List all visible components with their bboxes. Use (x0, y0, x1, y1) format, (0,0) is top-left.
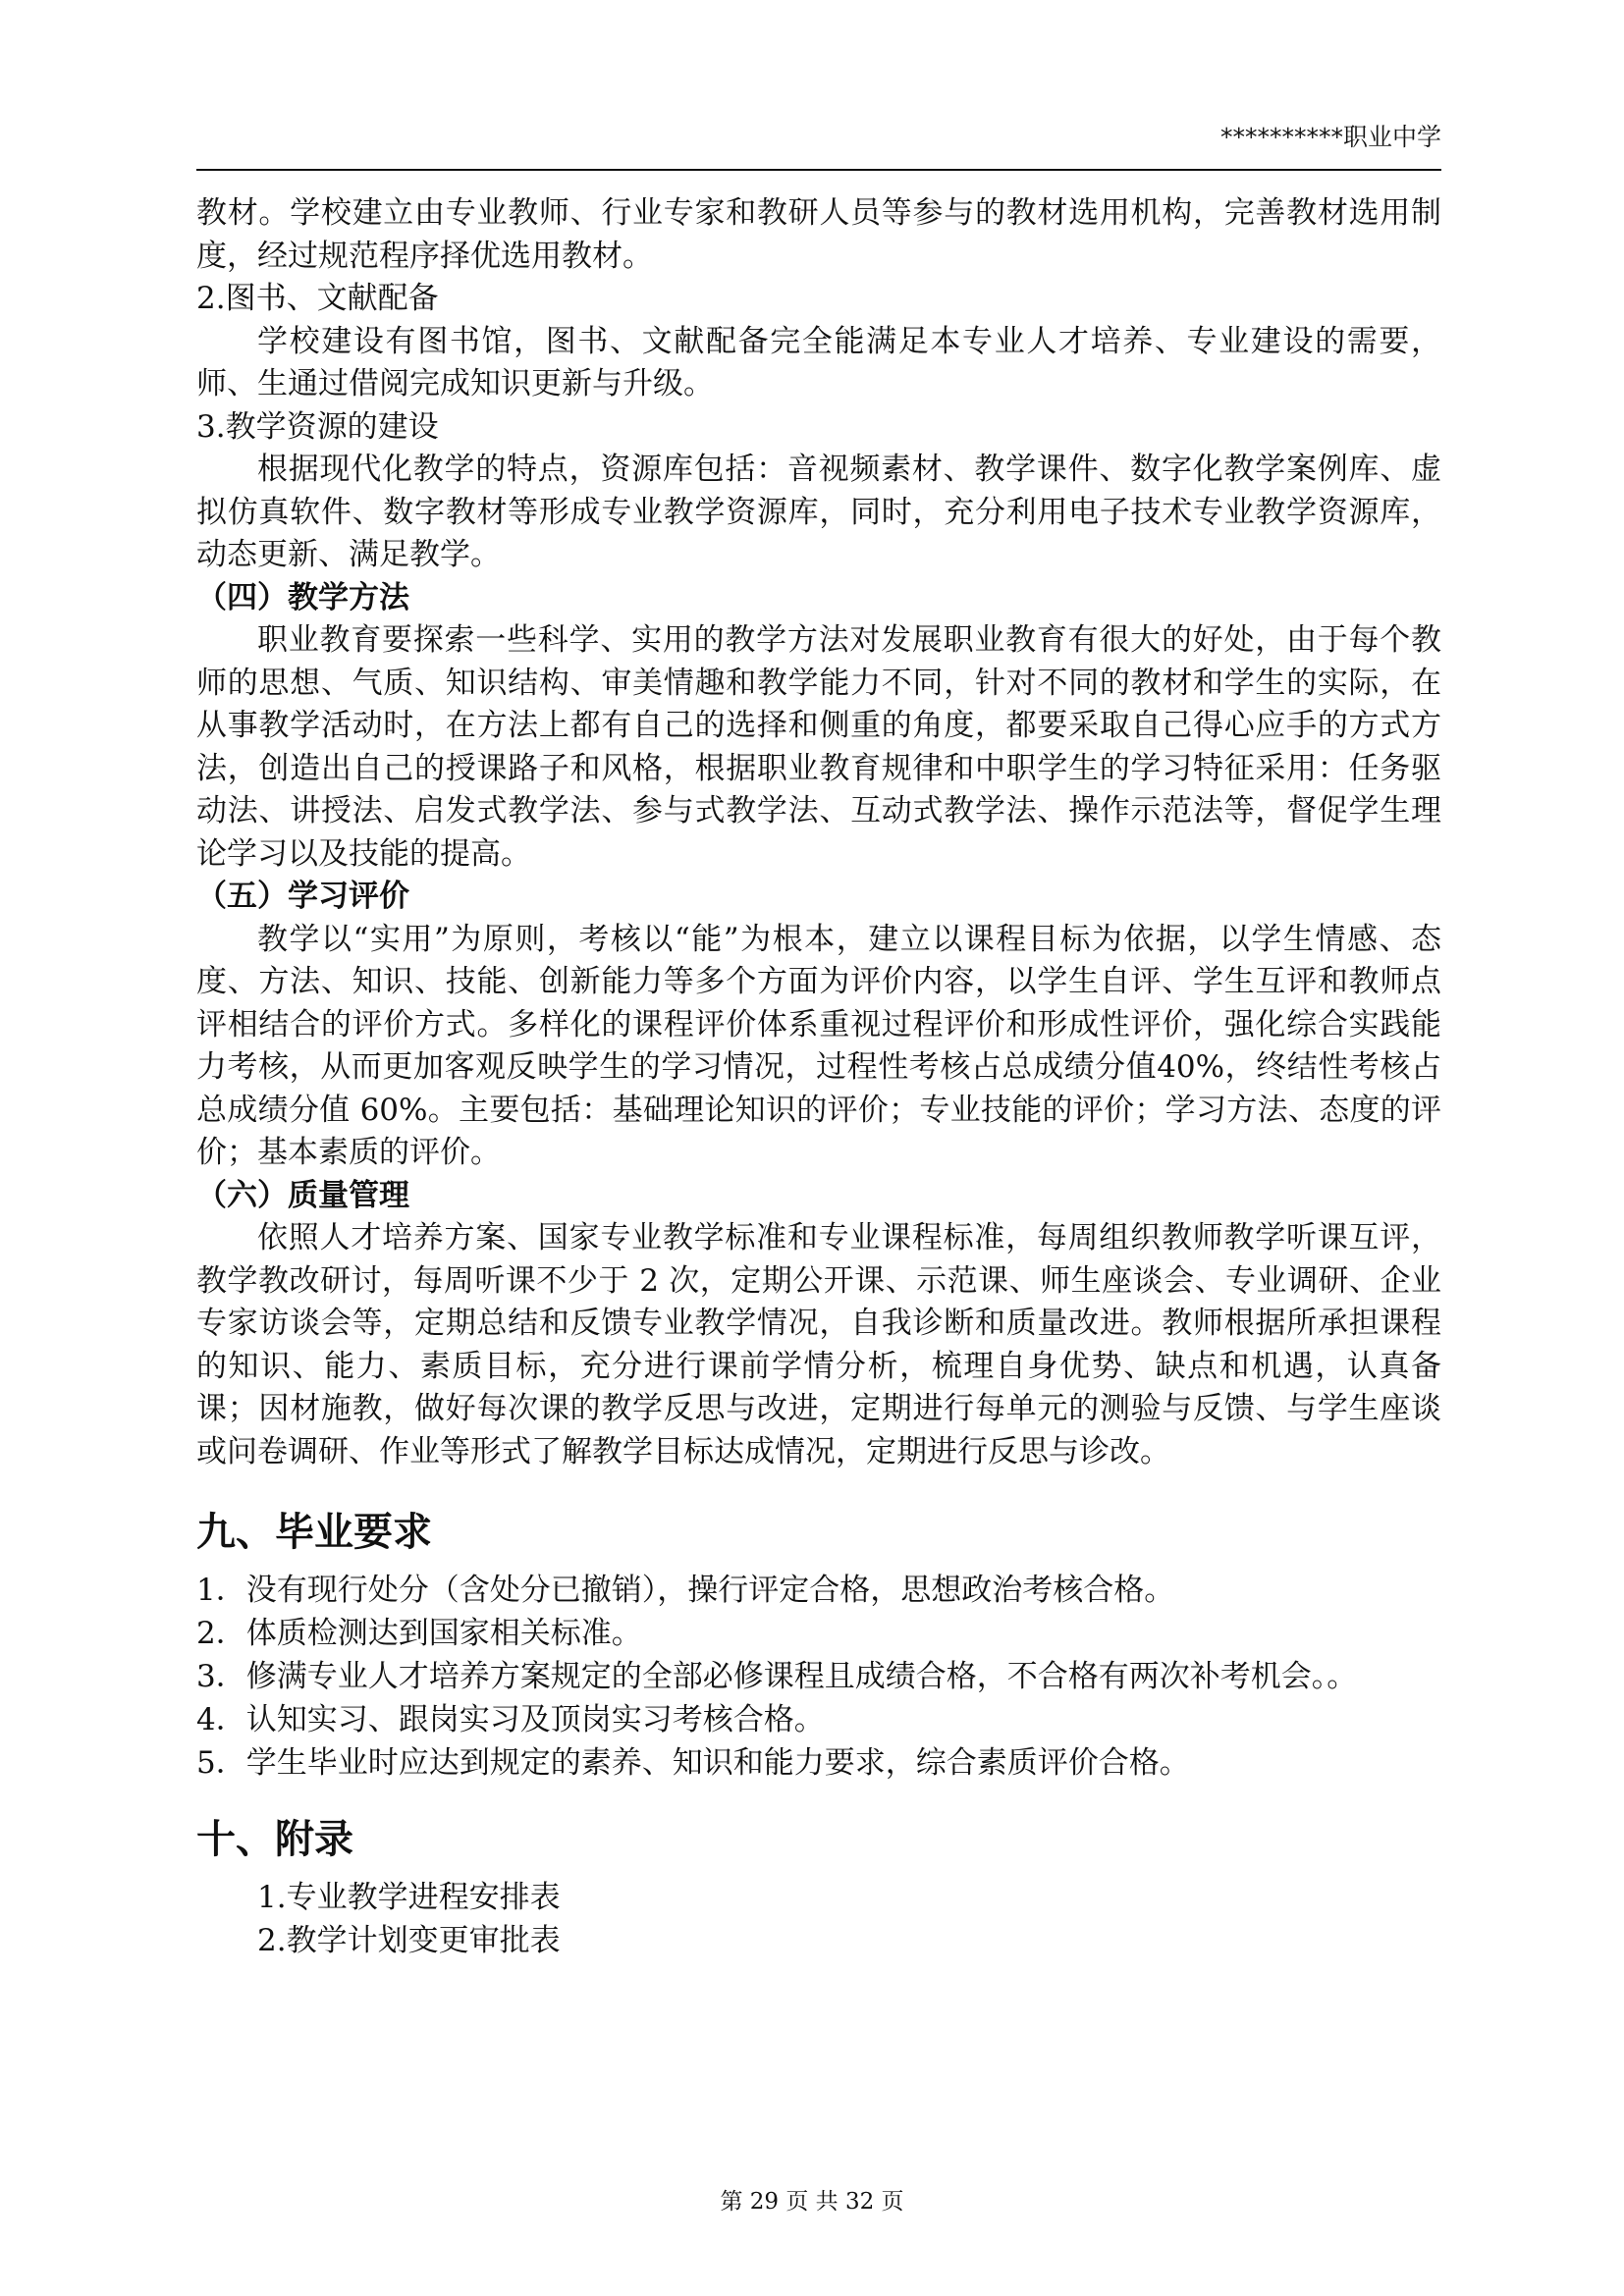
chapter-title-graduation: 九、毕业要求 (196, 1510, 432, 1555)
header-school-name: **********职业中学 (1219, 123, 1441, 151)
section-title-teaching-methods: （四）教学方法 (196, 579, 409, 615)
paragraph-books: 学校建设有图书馆，图书、文献配备完全能满足本专业人才培养、专业建设的需要，师、生通过借阅完成知识更新与升级。 (196, 323, 1441, 401)
continued-paragraph: 教材。学校建立由专业教师、行业专家和教研人员等参与的教材选用机构，完善教材选用制度，经过规范程序择优选用教材。 (196, 195, 1441, 274)
section-title-learning-evaluation: （五）学习评价 (196, 879, 409, 914)
graduation-item: 5．学生毕业时应达到规定的素养、知识和能力要求，综合素质评价合格。 (196, 1745, 1190, 1781)
section-title-quality-management: （六）质量管理 (196, 1177, 409, 1213)
paragraph-quality-management: 依照人才培养方案、国家专业教学标准和专业课程标准，每周组织教师教学听课互评，教学教改研讨，每周听课不少于 2 次，定期公开课、示范课、师生座谈会、专业调研、企业专家访谈会等，定期总结和反馈专业教学情况，自我诊断和质量改进。教师根据所承担课程的知识、能力、素质目标，充分进行课前学情分析，梳理自身优势、缺点和机遇，认真备课；因材施教，做好每次课的教学反思与改进，定期进行每单元的测验与反馈、与学生座谈或问卷调研、作业等形式了解教学目标达成情况，定期进行反思与诊改。 (196, 1220, 1441, 1469)
appendix-item: 1.专业教学进程安排表 (257, 1880, 561, 1915)
subsection-title-books: 2.图书、文献配备 (196, 281, 439, 316)
page-number: 第 29 页 共 32 页 (720, 2189, 904, 2215)
graduation-item: 2．体质检测达到国家相关标准。 (196, 1616, 642, 1651)
subsection-title-resources: 3.教学资源的建设 (196, 408, 439, 445)
page-header (196, 110, 1441, 171)
paragraph-resources: 根据现代化教学的特点，资源库包括：音视频素材、教学课件、数字化教学案例库、虚拟仿真软件、数字教材等形成专业教学资源库，同时，充分利用电子技术专业教学资源库，动态更新、满足教学。 (196, 452, 1441, 572)
document-body (196, 192, 1441, 1962)
paragraph-learning-evaluation: 教学以“实用”为原则，考核以“能”为根本，建立以课程目标为依据，以学生情感、态度、方法、知识、技能、创新能力等多个方面为评价内容，以学生自评、学生互评和教师点评相结合的评价方式。多样化的课程评价体系重视过程评价和形成性评价，强化综合实践能力考核，从而更加客观反映学生的学习情况，过程性考核占总成绩分值40%，终结性考核占总成绩分值 60%。主要包括：基础理论知识的评价；专业技能的评价；学习方法、态度的评价；基本素质的评价。 (196, 921, 1441, 1170)
graduation-item: 4．认知实习、跟岗实习及顶岗实习考核合格。 (196, 1702, 825, 1737)
chapter-title-appendix: 十、附录 (196, 1817, 353, 1862)
appendix-item: 2.教学计划变更审批表 (257, 1923, 561, 1958)
graduation-item: 3．修满专业人才培养方案规定的全部必修课程且成绩合格，不合格有两次补考机会。。 (196, 1659, 1358, 1694)
graduation-item: 1．没有现行处分（含处分已撤销），操行评定合格，思想政治考核合格。 (196, 1573, 1175, 1608)
paragraph-teaching-methods: 职业教育要探索一些科学、实用的教学方法对发展职业教育有很大的好处，由于每个教师的思想、气质、知识结构、审美情趣和教学能力不同，针对不同的教材和学生的实际，在从事教学活动时，在方法上都有自己的选择和侧重的角度，都要采取自己得心应手的方式方法，创造出自己的授课路子和风格，根据职业教育规律和中职学生的学习特征采用：任务驱动法、讲授法、启发式教学法、参与式教学法、互动式教学法、操作示范法等，督促学生理论学习以及技能的提高。 (196, 622, 1441, 872)
